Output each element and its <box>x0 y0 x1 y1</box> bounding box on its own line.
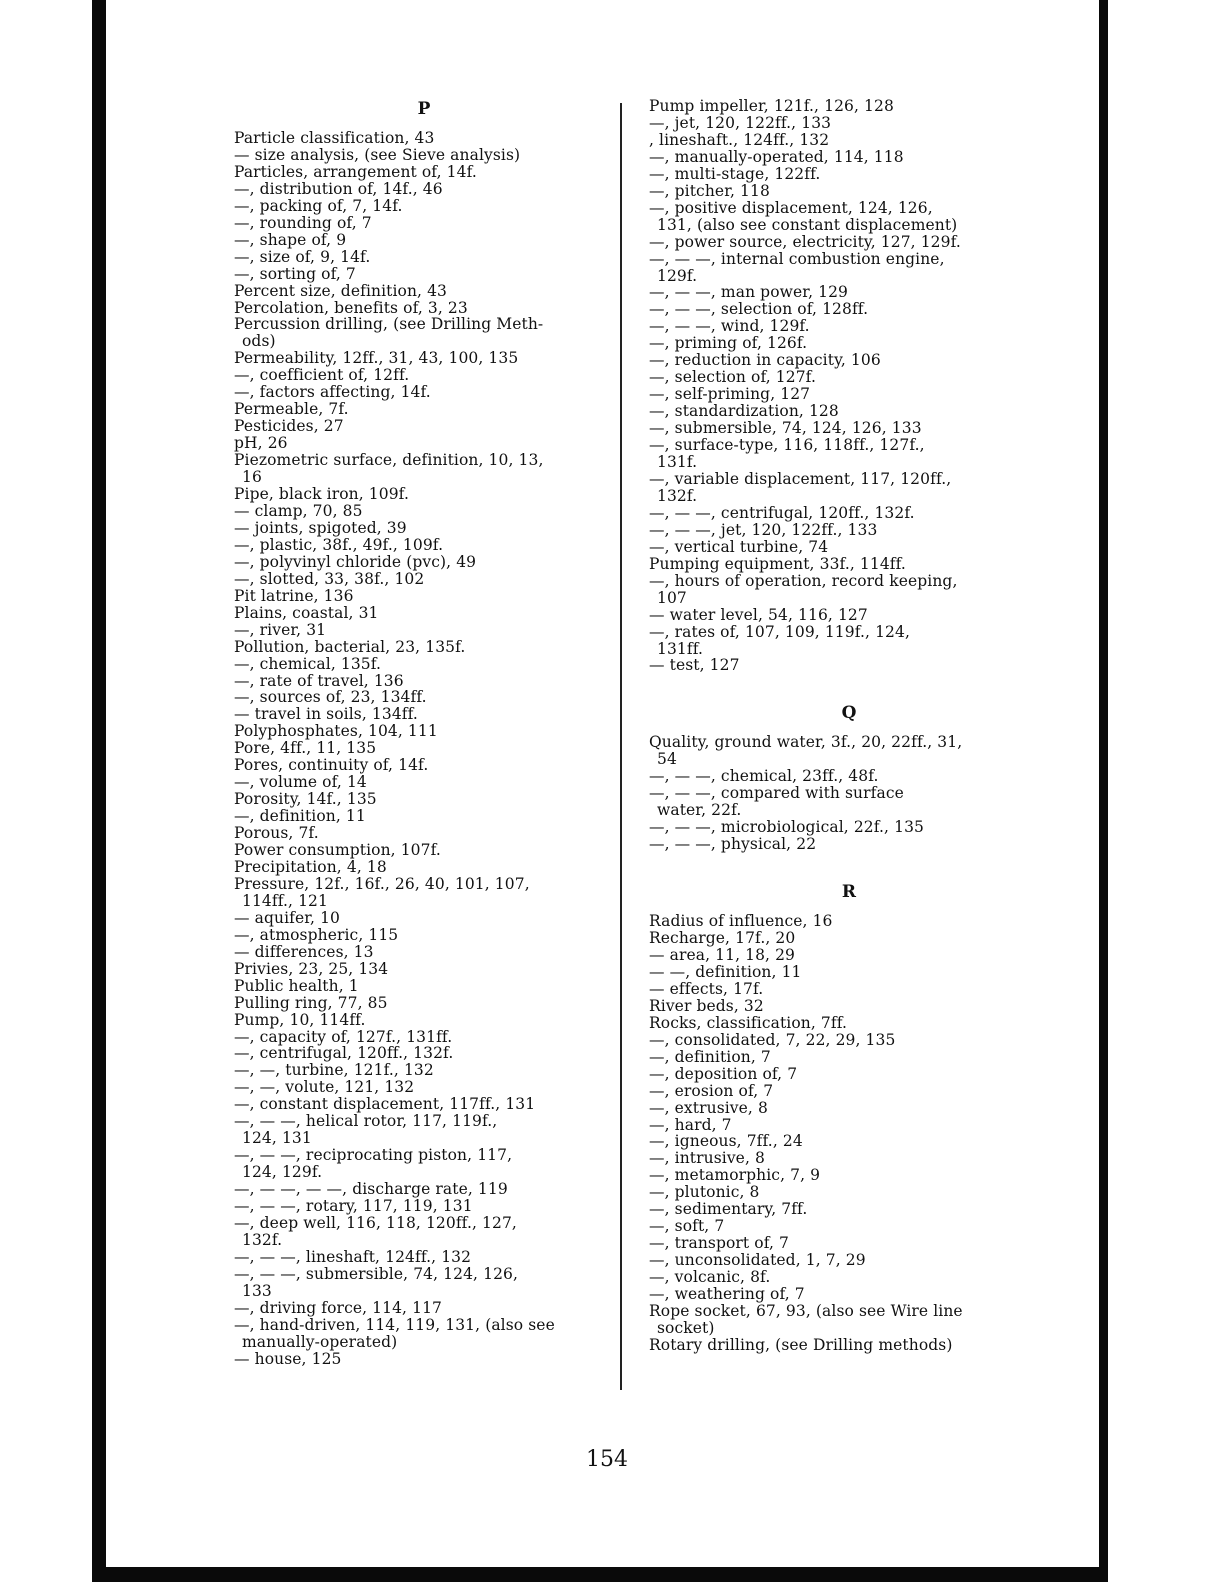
index-entry: —, plutonic, 8 <box>649 1183 760 1202</box>
index-entry: — aquifer, 10 <box>234 908 341 927</box>
index-entry: —, driving force, 114, 117 <box>234 1298 442 1317</box>
index-entry: —, deep well, 116, 118, 120ff., 127, <box>234 1214 517 1232</box>
index-entry: —, —, turbine, 121f., 132 <box>234 1061 434 1080</box>
index-entry: —, plastic, 38f., 49f., 109f. <box>234 535 444 554</box>
index-entry: 114ff., 121 <box>242 891 328 910</box>
section-gap <box>649 853 1049 881</box>
section-letter-r: R <box>841 882 857 903</box>
index-entry: —, — —, jet, 120, 122ff., 133 <box>649 520 878 539</box>
index-entry: Percolation, benefits of, 3, 23 <box>234 298 468 317</box>
index-entry: Permeability, 12ff., 31, 43, 100, 135 <box>234 349 519 368</box>
index-entry: Pesticides, 27 <box>234 417 344 436</box>
index-entry: Pumping equipment, 33f., 114ff. <box>649 554 906 573</box>
page-number: 154 <box>586 1447 628 1472</box>
index-entry: Percent size, definition, 43 <box>234 281 448 300</box>
index-entry: —, pitcher, 118 <box>649 181 770 200</box>
index-entry: 107 <box>657 588 687 607</box>
index-entry: manually-operated) <box>242 1332 398 1351</box>
index-entry: — area, 11, 18, 29 <box>649 945 796 964</box>
index-entry: Pipe, black iron, 109f. <box>234 485 409 504</box>
page-border-bottom <box>92 1567 1108 1582</box>
index-entry: —, transport of, 7 <box>649 1234 790 1253</box>
index-entry: —, reduction in capacity, 106 <box>649 351 881 370</box>
index-entry: —, manually-operated, 114, 118 <box>649 147 904 166</box>
index-entry: —, chemical, 135f. <box>234 654 382 673</box>
page-border-left <box>92 0 106 1582</box>
index-entry: —, distribution of, 14f., 46 <box>234 179 443 198</box>
index-entry: —, shape of, 9 <box>234 230 347 249</box>
index-entry: —, river, 31 <box>234 620 327 639</box>
index-entry: Porous, 7f. <box>234 824 319 843</box>
index-entry: —, hours of operation, record keeping, <box>649 571 958 590</box>
index-entry: 132f. <box>657 486 698 505</box>
index-entry: Privies, 23, 25, 134 <box>234 959 389 978</box>
index-entry: 124, 131 <box>242 1129 312 1148</box>
page-border-right <box>1099 0 1108 1582</box>
index-entry: Pump, 10, 114ff. <box>234 1010 366 1029</box>
index-entry: Public health, 1 <box>234 976 359 995</box>
section-gap <box>649 674 1049 702</box>
index-entry: Plains, coastal, 31 <box>234 603 379 622</box>
index-entry: —, factors affecting, 14f. <box>234 383 431 402</box>
index-entry: Pores, continuity of, 14f. <box>234 756 429 775</box>
index-entry: Permeable, 7f. <box>234 400 349 419</box>
index-entry: —, rate of travel, 136 <box>234 671 404 690</box>
index-entry: water, 22f. <box>657 801 742 820</box>
index-entry: 124, 129f. <box>242 1163 323 1182</box>
index-entry: —, — —, man power, 129 <box>649 283 849 302</box>
index-entry: —, — —, rotary, 117, 119, 131 <box>234 1197 473 1216</box>
index-entry: —, — —, chemical, 23ff., 48f. <box>649 767 879 786</box>
index-entry: Precipitation, 4, 18 <box>234 857 387 876</box>
index-entry: —, — —, helical rotor, 117, 119f., <box>234 1112 498 1131</box>
index-entry: —, capacity of, 127f., 131ff. <box>234 1027 453 1046</box>
index-entry: —, — —, physical, 22 <box>649 835 817 854</box>
index-entry: —, standardization, 128 <box>649 402 839 421</box>
index-entry: —, metamorphic, 7, 9 <box>649 1166 821 1185</box>
index-entry: —, surface-type, 116, 118ff., 127f., <box>649 436 925 455</box>
index-entry: Pump impeller, 121f., 126, 128 <box>649 97 894 115</box>
index-entry: —, polyvinyl chloride (pvc), 49 <box>234 552 477 571</box>
index-entry: —, — —, wind, 129f. <box>649 317 810 336</box>
index-entry: Rope socket, 67, 93, (also see Wire line <box>649 1302 963 1320</box>
index-entry: —, atmospheric, 115 <box>234 925 399 944</box>
index-entry: Percussion drilling, (see Drilling Meth- <box>234 315 544 334</box>
index-entry: —, weathering of, 7 <box>649 1285 805 1304</box>
index-entry: Pit latrine, 136 <box>234 586 354 605</box>
index-entry: —, hand-driven, 114, 119, 131, (also see <box>234 1315 555 1334</box>
column-divider <box>620 103 622 1390</box>
index-entry: Recharge, 17f., 20 <box>649 929 796 948</box>
index-entry: —, power source, electricity, 127, 129f. <box>649 232 961 251</box>
index-entry: —, unconsolidated, 1, 7, 29 <box>649 1251 866 1270</box>
index-entry: —, — —, reciprocating piston, 117, <box>234 1146 513 1165</box>
index-entry: —, rates of, 107, 109, 119f., 124, <box>649 622 910 641</box>
index-entry: — travel in soils, 134ff. <box>234 705 418 724</box>
index-entry: —, definition, 7 <box>649 1047 771 1066</box>
index-entry: 131ff. <box>657 639 704 658</box>
index-column-right <box>649 98 1049 1354</box>
index-entry: —, sources of, 23, 134ff. <box>234 688 427 707</box>
index-entry: 16 <box>242 468 262 487</box>
index-entry: Particles, arrangement of, 14f. <box>234 162 477 181</box>
index-entry: —, — —, lineshaft, 124ff., 132 <box>234 1247 472 1266</box>
index-entry: — differences, 13 <box>234 942 374 961</box>
index-entry: Radius of influence, 16 <box>649 912 833 931</box>
index-entry: —, soft, 7 <box>649 1217 725 1236</box>
index-entry: —, — —, microbiological, 22f., 135 <box>649 818 924 837</box>
index-entry: — house, 125 <box>234 1349 342 1368</box>
index-entry: Pollution, bacterial, 23, 135f. <box>234 637 466 656</box>
index-entry: —, jet, 120, 122ff., 133 <box>649 113 832 132</box>
index-entry: 131f. <box>657 453 698 472</box>
index-entry: —, hard, 7 <box>649 1115 732 1134</box>
index-entry: —, sorting of, 7 <box>234 264 356 283</box>
index-entry: —, positive displacement, 124, 126, <box>649 198 933 217</box>
index-entry: — size analysis, (see Sieve analysis) <box>234 145 521 164</box>
index-entry: — water level, 54, 116, 127 <box>649 605 868 624</box>
index-entry: Rotary drilling, (see Drilling methods) <box>649 1335 953 1354</box>
index-entry: —, self-priming, 127 <box>649 385 811 404</box>
index-entry: —, — —, internal combustion engine, <box>649 249 945 268</box>
index-entry: Pressure, 12f., 16f., 26, 40, 101, 107, <box>234 874 530 893</box>
index-entry: — clamp, 70, 85 <box>234 501 363 520</box>
index-entry: Pore, 4ff., 11, 135 <box>234 739 377 758</box>
index-column-left <box>234 98 614 1368</box>
index-entry: —, rounding of, 7 <box>234 213 372 232</box>
index-entry: —, selection of, 127f. <box>649 368 816 387</box>
index-entry: —, intrusive, 8 <box>649 1149 765 1168</box>
index-entry: —, —, volute, 121, 132 <box>234 1078 415 1097</box>
index-entry: Polyphosphates, 104, 111 <box>234 722 438 741</box>
index-entry: —, multi-stage, 122ff. <box>649 164 821 183</box>
index-entry: —, constant displacement, 117ff., 131 <box>234 1095 536 1114</box>
index-entry: — —, definition, 11 <box>649 962 802 981</box>
index-entry: Power consumption, 107f. <box>234 841 441 860</box>
index-entry: 133 <box>242 1281 272 1300</box>
index-entry: socket) <box>657 1318 715 1337</box>
index-entry: 132f. <box>242 1230 283 1249</box>
index-entry: —, consolidated, 7, 22, 29, 135 <box>649 1030 896 1049</box>
index-entry: Quality, ground water, 3f., 20, 22ff., 31, <box>649 733 963 752</box>
index-entry: —, — —, — —, discharge rate, 119 <box>234 1180 508 1199</box>
index-entry: —, deposition of, 7 <box>649 1064 798 1083</box>
index-entry: —, packing of, 7, 14f. <box>234 196 403 215</box>
index-entry: —, vertical turbine, 74 <box>649 537 829 556</box>
index-entry: —, volcanic, 8f. <box>649 1268 771 1287</box>
index-entry: —, definition, 11 <box>234 807 366 826</box>
index-entry: —, submersible, 74, 124, 126, 133 <box>649 419 922 438</box>
index-entry: Particle classification, 43 <box>234 129 435 147</box>
index-entry: —, — —, centrifugal, 120ff., 132f. <box>649 503 915 522</box>
index-entry: River beds, 32 <box>649 996 764 1015</box>
index-entry: —, variable displacement, 117, 120ff., <box>649 469 952 488</box>
index-entry: Pulling ring, 77, 85 <box>234 993 388 1012</box>
index-entry: — joints, spigoted, 39 <box>234 518 407 537</box>
index-entry: ods) <box>242 332 276 351</box>
index-entry: —, sedimentary, 7ff. <box>649 1200 808 1219</box>
section-letter-p: P <box>417 99 431 119</box>
index-entry: —, volume of, 14 <box>234 773 367 792</box>
index-entry: —, size of, 9, 14f. <box>234 247 371 266</box>
index-entry: —, centrifugal, 120ff., 132f. <box>234 1044 454 1063</box>
index-entry: — test, 127 <box>649 656 740 675</box>
index-entry: 54 <box>657 750 677 769</box>
index-entry: —, coefficient of, 12ff. <box>234 366 410 385</box>
index-entry: —, priming of, 126f. <box>649 334 808 353</box>
index-entry: , lineshaft., 124ff., 132 <box>649 130 830 149</box>
index-entry: — effects, 17f. <box>649 979 764 998</box>
index-entry: pH, 26 <box>234 434 288 453</box>
index-entry: —, erosion of, 7 <box>649 1081 774 1100</box>
index-entry: 129f. <box>657 266 698 285</box>
index-entry: 131, (also see constant displacement) <box>657 215 958 234</box>
index-entry: —, extrusive, 8 <box>649 1098 768 1117</box>
index-entry: —, igneous, 7ff., 24 <box>649 1132 803 1151</box>
index-entry: —, — —, selection of, 128ff. <box>649 300 869 319</box>
index-entry: —, slotted, 33, 38f., 102 <box>234 569 425 588</box>
index-entry: —, — —, submersible, 74, 124, 126, <box>234 1264 519 1283</box>
index-entry: Porosity, 14f., 135 <box>234 790 377 809</box>
index-entry: Rocks, classification, 7ff. <box>649 1013 848 1032</box>
section-letter-q: Q <box>841 703 857 724</box>
index-entry: Piezometric surface, definition, 10, 13, <box>234 451 544 470</box>
index-entry: —, — —, compared with surface <box>649 784 904 803</box>
